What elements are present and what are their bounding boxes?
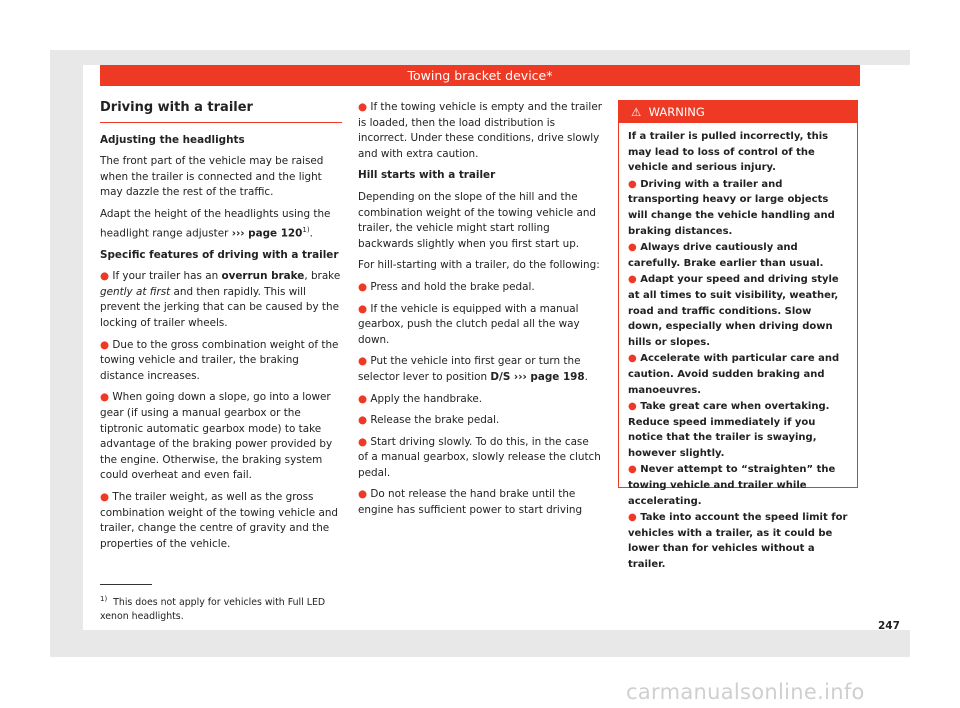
bullet-icon: ●: [358, 280, 368, 293]
warning-item: ● Always drive cautiously and carefully. Brake earlier than usual.: [628, 242, 824, 269]
warning-item: ● Take into account the speed limit for vehicles with a trailer, as it could be lower than for vehicles without a trailer.: [628, 512, 848, 571]
warning-item: ● Never attempt to “straighten” the towing vehicle and trailer while accelerating.: [628, 464, 836, 507]
bullet-icon: ●: [100, 338, 110, 351]
bullet-item: ● If your trailer has an overrun brake, brake gently at first and then rapidly. This will prevent the jerking that can be caused by the locking of trailer wheels.: [100, 270, 341, 329]
step-item: ● Do not release the hand brake until the engine has sufficient power to start driving: [358, 488, 583, 517]
bullet-icon: ●: [628, 401, 637, 413]
warning-item: ● Take great care when overtaking. Reduce speed immediately if you notice that the trailer is swaying, however slightly.: [628, 401, 830, 459]
bullet-icon: ●: [358, 355, 368, 368]
bullet-icon: ●: [100, 490, 110, 503]
middle-column: [358, 100, 602, 525]
bullet-icon: ●: [628, 353, 637, 365]
page-reference-link[interactable]: ››› page 120: [231, 227, 303, 240]
footnote-divider: [100, 584, 152, 585]
warning-item: ● Driving with a trailer and transporting heavy or large objects will change the vehicle handling and braking distances.: [628, 178, 835, 237]
bullet-icon: ●: [358, 488, 368, 501]
footnote: $^{1)}$ This does not apply for vehicles with Full LED xenon headlights.: [100, 595, 326, 623]
bullet-icon: ●: [358, 435, 368, 448]
warning-triangle-icon: ⚠: [631, 105, 642, 119]
page-number: 247: [878, 620, 900, 632]
warning-header: ⚠ WARNING: [619, 101, 857, 123]
bullet-icon: ●: [628, 274, 637, 286]
headlights-subheading: Adjusting the headlights: [100, 133, 245, 146]
footnote-marker: 1): [302, 225, 310, 234]
paragraph: Adapt the height of the headlights using the headlight range adjuster ››› page 120$^{1)}$.: [100, 207, 331, 240]
bullet-icon: ●: [628, 512, 637, 524]
warning-item: ● Accelerate with particular care and caution. Avoid sudden braking and manoeuvres.: [628, 353, 840, 396]
warning-item: ● Adapt your speed and driving style at all times to suit visibility, weather, road and traffic conditions. Slow down, especially when driving down hills or slopes.: [628, 274, 839, 348]
step-item: ● Start driving slowly. To do this, in the case of a manual gearbox, slowly release the clutch pedal.: [358, 435, 601, 479]
page-reference-link[interactable]: ››› page 198: [510, 370, 585, 383]
step-item: ● Apply the handbrake.: [358, 392, 483, 405]
bullet-icon: ●: [628, 464, 637, 476]
bullet-item: ● When going down a slope, go into a lower gear (if using a manual gearbox or the tiptronic automatic gearbox mode) to take advantage of the braking power provided by the engine. Otherwise, the braking system could overheat and even fail.: [100, 391, 333, 482]
paragraph: For hill-starting with a trailer, do the following:: [358, 259, 600, 272]
bullet-item: ● The trailer weight, as well as the gross combination weight of the towing vehicle and trailer, change the centre of gravity and the properties of the vehicle.: [100, 490, 339, 550]
bullet-item: ● If the towing vehicle is empty and the trailer is loaded, then the load distribution is incorrect. Under these conditions, drive slowly and with extra caution.: [358, 101, 602, 160]
bullet-icon: ●: [100, 270, 110, 283]
bullet-icon: ●: [358, 392, 368, 405]
watermark: carmanualsonline.info: [626, 680, 865, 704]
paragraph: The front part of the vehicle may be raised when the trailer is connected and the light may dazzle the rest of the traffic.: [100, 155, 324, 199]
section-title: Driving with a trailer: [100, 100, 342, 123]
warning-intro: If a trailer is pulled incorrectly, this may lead to loss of control of the vehicle and serious injury.: [628, 131, 829, 174]
step-item: ● Press and hold the brake pedal.: [358, 280, 535, 293]
warning-box: [618, 100, 858, 571]
bullet-icon: ●: [358, 101, 368, 113]
step-item: ● Put the vehicle into first gear or turn the selector lever to position D/S ››› page 198.: [358, 355, 588, 383]
hill-start-subheading: Hill starts with a trailer: [358, 169, 496, 182]
step-item: ● If the vehicle is equipped with a manual gearbox, push the clutch pedal all the way down.: [358, 302, 580, 346]
bullet-icon: ●: [628, 178, 637, 190]
bullet-icon: ●: [358, 302, 368, 315]
warning-body: [619, 123, 857, 573]
bullet-icon: ●: [628, 242, 637, 254]
bullet-icon: ●: [358, 414, 368, 427]
paragraph: Depending on the slope of the hill and the combination weight of the towing vehicle and trailer, the vehicle might start rolling backwards slightly when you first start up.: [358, 190, 597, 250]
step-item: ● Release the brake pedal.: [358, 414, 500, 427]
chapter-header: Towing bracket device*: [100, 65, 860, 86]
left-column: [100, 100, 342, 558]
bullet-icon: ●: [100, 391, 110, 404]
features-subheading: Specific features of driving with a trailer: [100, 248, 339, 261]
bullet-item: ● Due to the gross combination weight of the towing vehicle and trailer, the braking distance increases.: [100, 338, 339, 382]
